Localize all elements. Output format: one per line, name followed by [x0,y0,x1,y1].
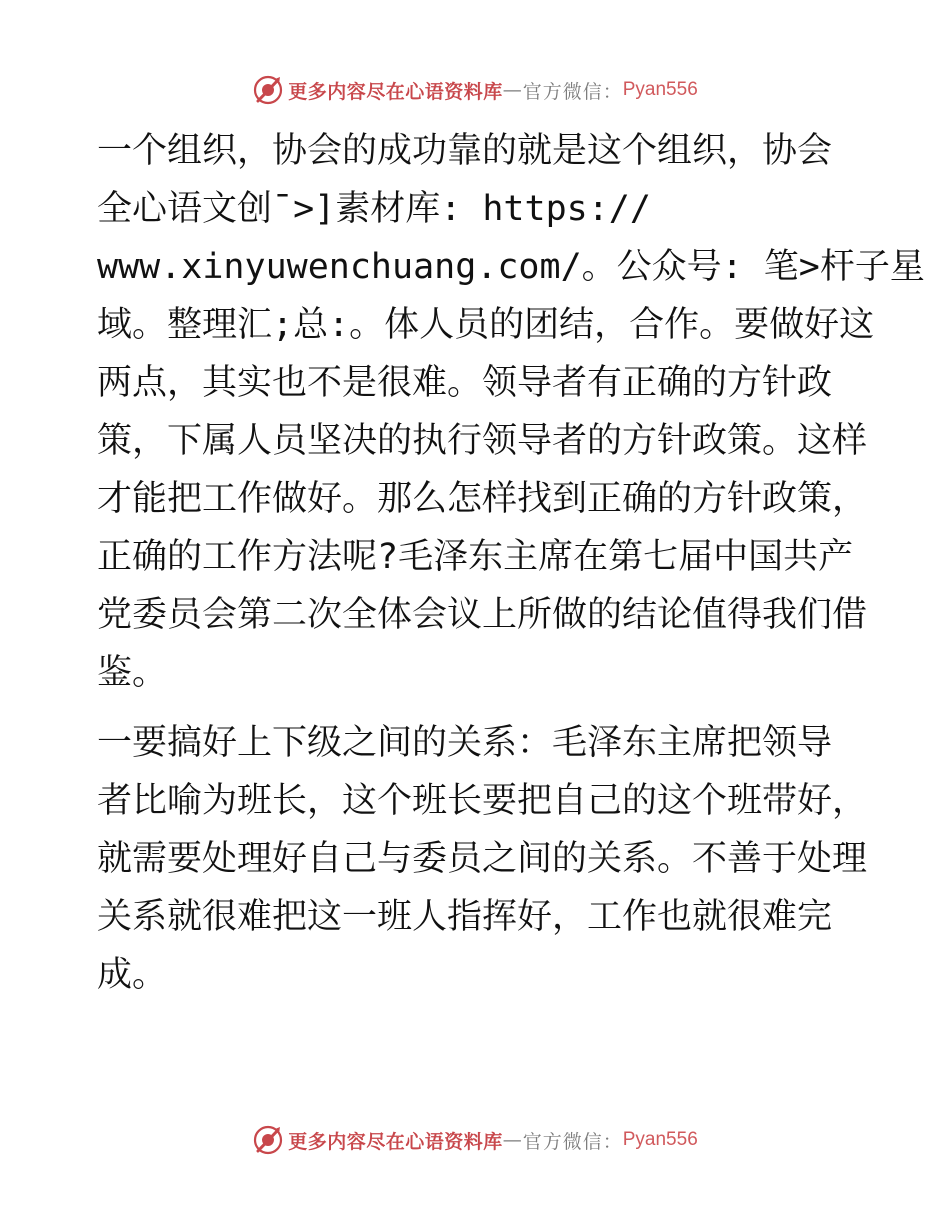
banner-wechat-label: 官方微信： [522,1130,623,1153]
banner-wechat-id: Pyan556 [622,79,698,100]
header-banner [0,70,950,110]
banner-site-text: 更多内容尽在心语资料库 [288,1130,503,1153]
paragraph-2 [97,714,868,1004]
text-line: 域。整理汇;总:。体人员的团结，合作。要做好这 [97,305,875,345]
pen-logo-icon [252,74,284,106]
pen-logo-icon [252,1124,284,1156]
text-line: 策，下属人员坚决的执行领导者的方针政策。这样 [97,421,868,461]
banner-dash: — [502,79,523,101]
paragraph-1 [97,122,925,702]
text-line: 才能把工作做好。那么怎样找到正确的方针政策， [97,479,868,519]
footer-banner [0,1120,950,1160]
text-line: 党委员会第二次全体会议上所做的结论值得我们借 [97,595,868,635]
text-line: 一个组织，协会的成功靠的就是这个组织，协会 [97,131,833,171]
text-line: 就需要处理好自己与委员之间的关系。不善于处理 [97,839,868,879]
banner-dash: — [502,1129,523,1151]
text-line: 关系就很难把这一班人指挥好，工作也就很难完 [97,897,833,937]
banner-site-text: 更多内容尽在心语资料库 [288,80,503,103]
text-line: www.xinyuwenchuang.com/。公众号: 笔>杆子星 [97,247,925,287]
text-line: 全心语文创¯>]素材库: https:// [97,189,651,229]
text-line: 一要搞好上下级之间的关系：毛泽东主席把领导 [97,723,833,763]
text-line: 正确的工作方法呢?毛泽东主席在第七届中国共产 [97,537,854,577]
text-line: 两点，其实也不是很难。领导者有正确的方针政 [97,363,833,403]
document-body [97,122,925,1004]
banner-wechat-label: 官方微信： [522,80,623,103]
text-line: 者比喻为班长，这个班长要把自己的这个班带好， [97,781,868,821]
text-line: 鉴。 [97,653,168,693]
banner-wechat-id: Pyan556 [622,1129,698,1150]
text-line: 成。 [97,955,168,995]
